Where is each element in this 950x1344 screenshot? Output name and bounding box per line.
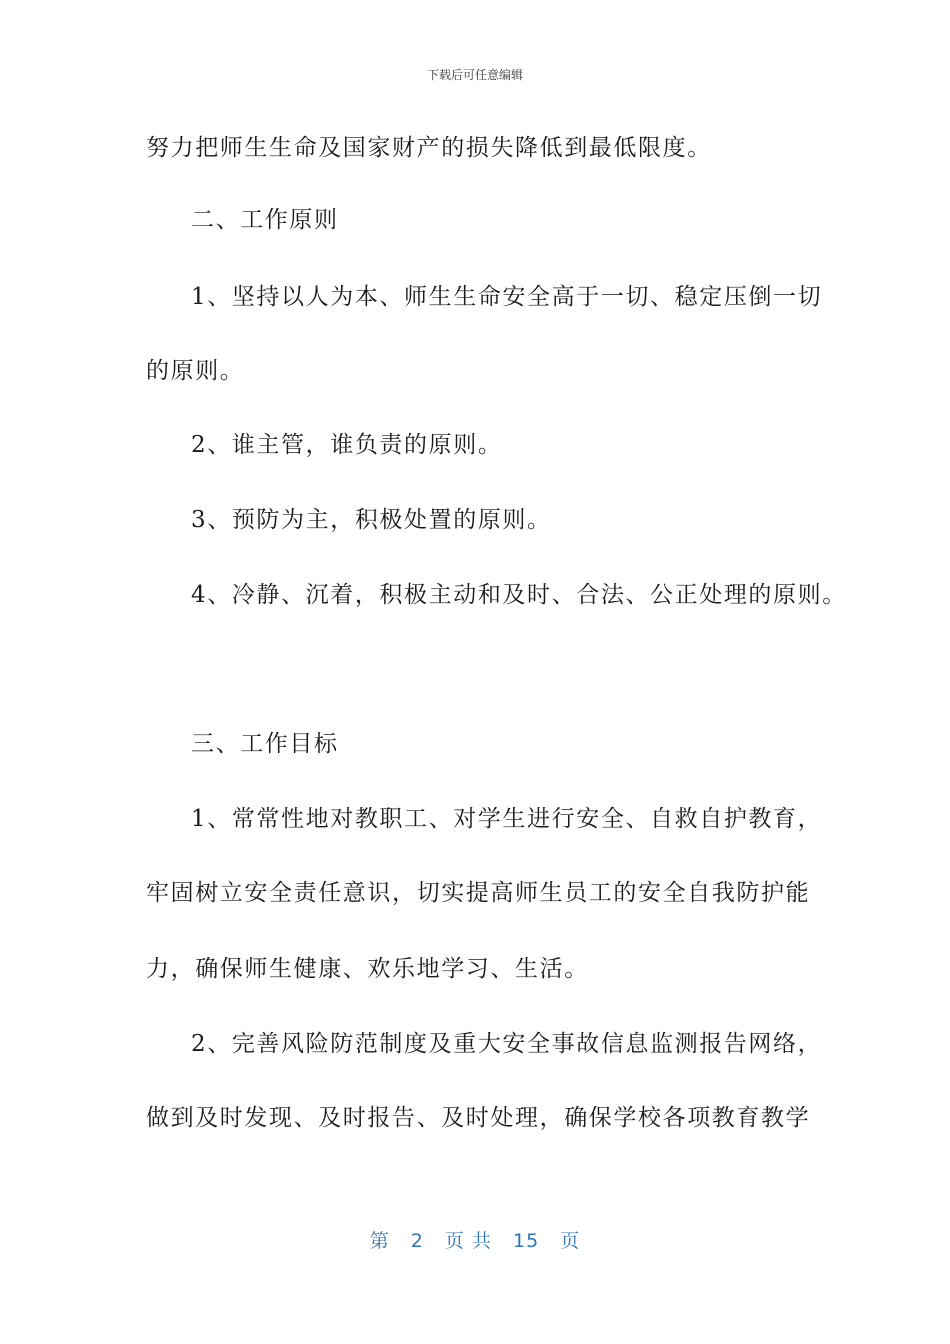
body-line-11: 力，确保师生健康、欢乐地学习、生活。 — [146, 956, 589, 982]
footer-suffix: 页 — [560, 1230, 581, 1252]
total-pages-number: 15 — [513, 1230, 540, 1252]
body-line-5: 2、谁主管，谁负责的原则。 — [191, 432, 503, 458]
current-page-number: 2 — [410, 1230, 424, 1252]
body-line-10: 牢固树立安全责任意识，切实提高师生员工的安全自我防护能 — [146, 880, 811, 906]
body-line-13: 做到及时发现、及时报告、及时处理，确保学校各项教育教学 — [146, 1105, 811, 1131]
footer-middle: 页 共 — [444, 1230, 492, 1252]
body-line-9: 1、常常性地对教职工、对学生进行安全、自救自护教育， — [191, 806, 823, 832]
body-line-1: 努力把师生生命及国家财产的损失降低到最低限度。 — [146, 135, 712, 161]
body-line-3: 1、坚持以人为本、师生生命安全高于一切、稳定压倒一切 — [191, 284, 823, 310]
body-line-7: 4、冷静、沉着，积极主动和及时、合法、公正处理的原则。 — [191, 582, 847, 608]
section-heading-principles: 二、工作原则 — [191, 207, 339, 233]
body-line-6: 3、预防为主，积极处置的原则。 — [191, 507, 552, 533]
header-note: 下载后可任意编辑 — [426, 68, 523, 82]
body-line-4: 的原则。 — [146, 358, 245, 384]
section-heading-goals: 三、工作目标 — [191, 731, 339, 757]
footer-prefix: 第 — [369, 1230, 390, 1252]
page-footer — [0, 1226, 950, 1253]
body-line-12: 2、完善风险防范制度及重大安全事故信息监测报告网络， — [191, 1031, 823, 1057]
